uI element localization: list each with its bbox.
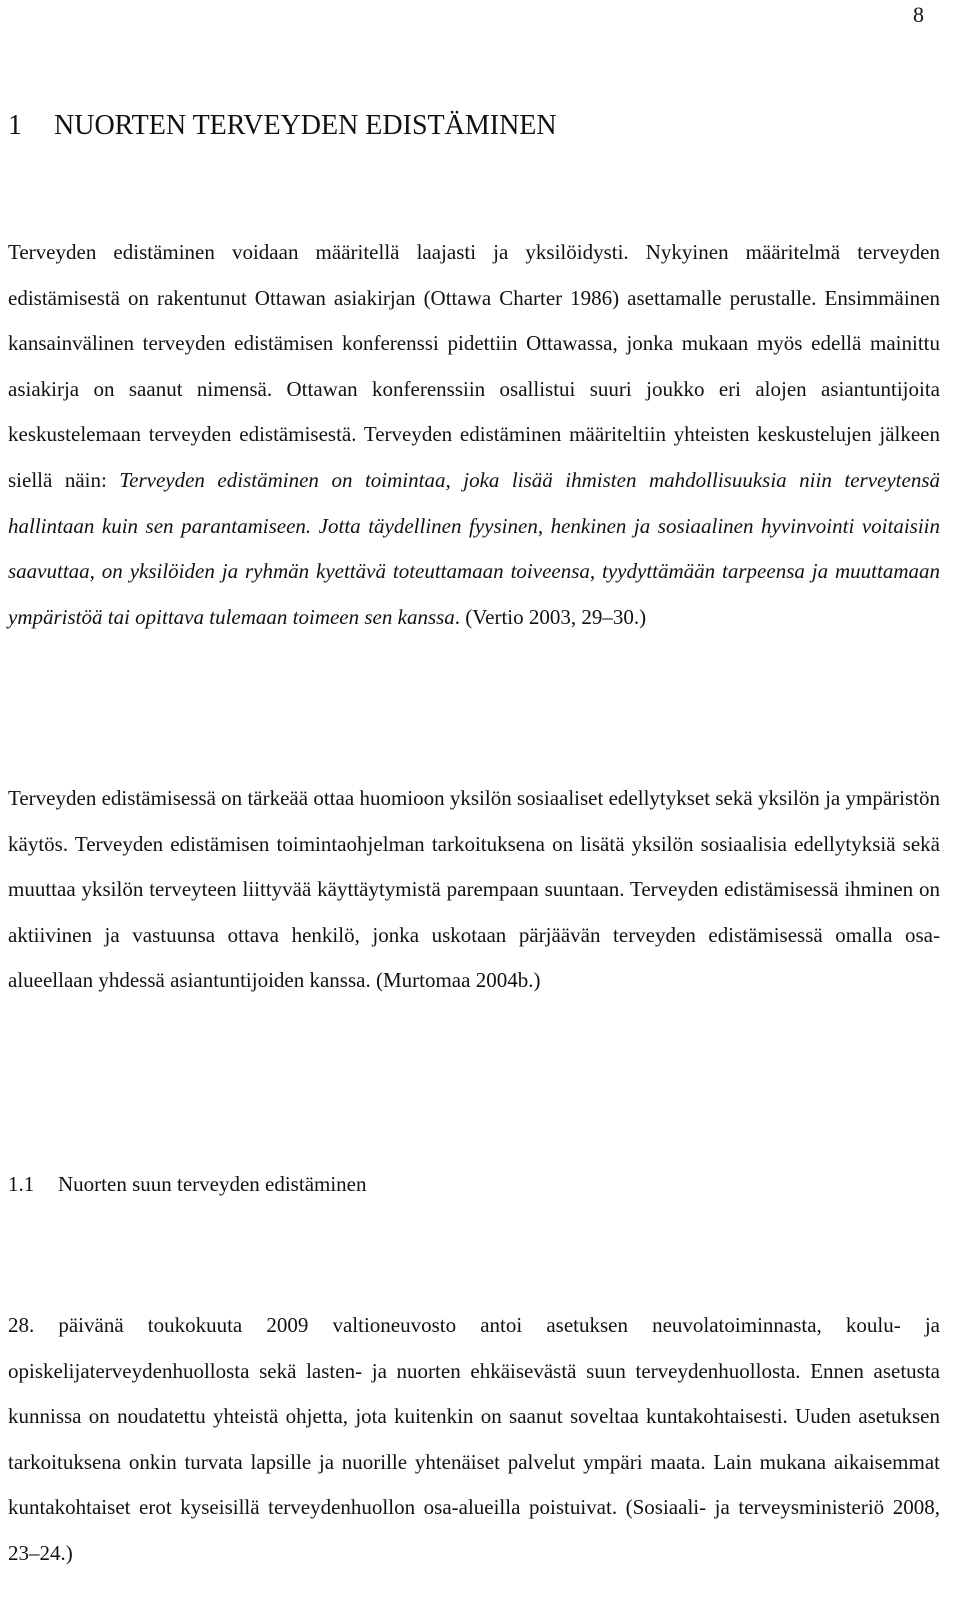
section-title: Nuorten suun terveyden edistäminen xyxy=(58,1172,367,1196)
section-heading xyxy=(8,1172,367,1197)
paragraph-individual-conditions: Terveyden edistämisessä on tärkeää ottaa huomioon yksilön sosiaaliset edellytykset sekä yksilön ja ympäristön käytös. Terveyden edistämisen toimintaohjelman tarkoituksena on lisätä yksilön sosiaalisia edellytyksiä sekä muuttaa yksilön terveyteen liittyvää käyttäytymistä parempaan suuntaan. Terveyden edistämisessä ihminen on aktiivinen ja vastuunsa ottava henkilö, jonka uskotaan pärjäävän terveyden edistämisessä omalla osa-alueellaan yhdessä asiantuntijoiden kanssa. (Murtomaa 2004b.) xyxy=(8,786,940,993)
definition-quote: Terveyden edistäminen on toimintaa, joka lisää ihmisten mahdollisuuksia niin terveytensä hallintaan kuin sen parantamiseen. Jotta täydellinen fyysinen, henkinen ja sosiaalinen hyvinvointi voitaisiin saavuttaa, on yksilöiden ja ryhmän kyettävä toteuttamaan toiveensa, tyydyttämään tarpeensa ja muuttamaan ympäristöä tai opittava tulemaan toimeen sen kanssa xyxy=(8,467,940,629)
section-number: 1.1 xyxy=(8,1172,35,1196)
paragraph-government-decree: 28. päivänä toukokuuta 2009 valtioneuvosto antoi asetuksen neuvolatoiminnasta, koulu- ja opiskelijaterveydenhuollosta sekä lasten- ja nuorten ehkäisevästä suun terveydenhuollosta. Ennen asetusta kunnissa on noudatettu yhteistä ohjetta, jota kuitenkin on saanut soveltaa kuntakohtaisesti. Uuden asetuksen tarkoituksena onkin turvata lapsille ja nuorille yhtenäiset palvelut ympäri maata. Lain mukana aikaisemmat kuntakohtaiset erot kyseisillä terveydenhuollon osa-alueilla poistuivat. (Sosiaali- ja terveysministeriö 2008, 23–24.) xyxy=(8,1313,940,1565)
paragraph-health-promotion-definition xyxy=(8,230,940,640)
chapter-heading xyxy=(8,110,557,142)
chapter-number: 1 xyxy=(8,110,22,141)
paragraph-intro-text: Terveyden edistäminen voidaan määritellä laajasti ja yksilöidysti. Nykyinen määritelmä terveyden edistämisestä on rakentunut Ottawan asiakirjan (Ottawa Charter 1986) asettamalle perustalle. Ensimmäinen kansainvälinen terveyden edistämisen konferenssi pidettiin Ottawassa, jonka mukaan myös edellä mainittu asiakirja on saanut nimensä. Ottawan konferenssiin osallistui suuri joukko eri alojen asiantuntijoita keskustelemaan terveyden edistämisestä. Terveyden edistäminen määriteltiin yhteisten keskustelujen jälkeen siellä näin: xyxy=(8,240,940,492)
citation-text: . (Vertio 2003, 29–30.) xyxy=(454,604,647,629)
page-number: 8 xyxy=(913,2,924,27)
chapter-title: NUORTEN TERVEYDEN EDISTÄMINEN xyxy=(54,110,557,141)
